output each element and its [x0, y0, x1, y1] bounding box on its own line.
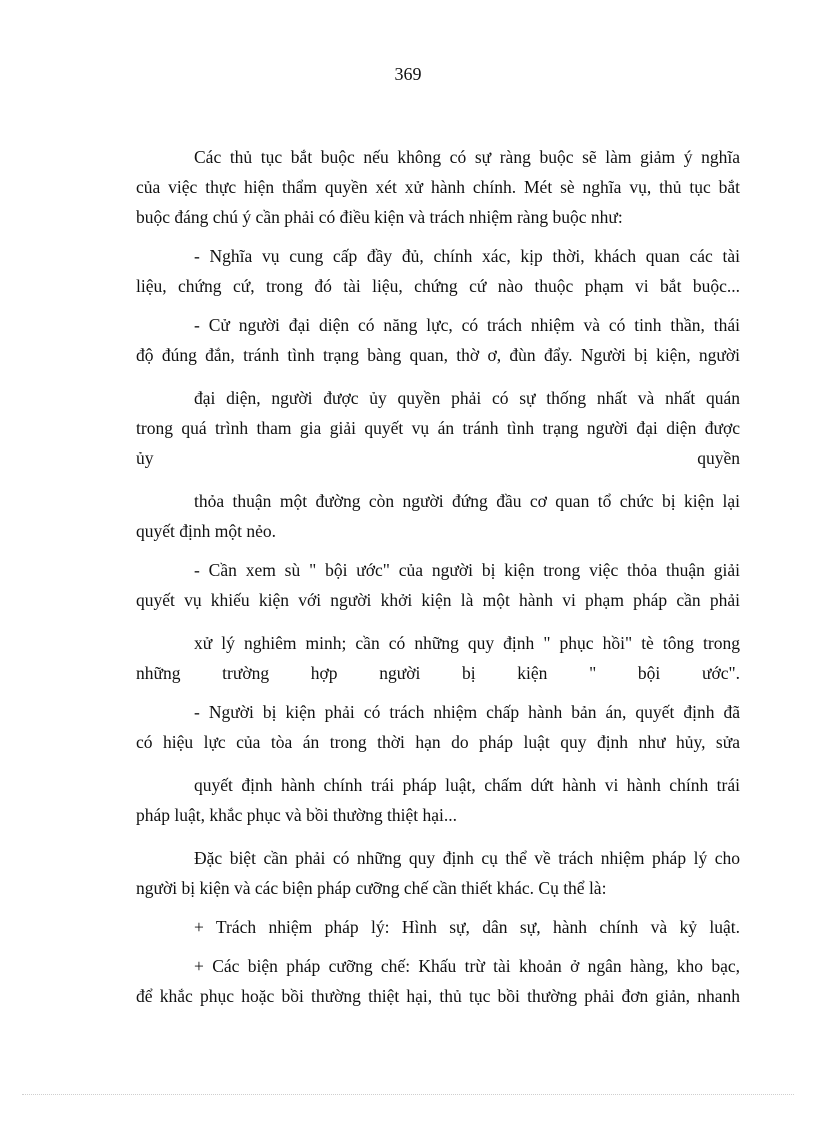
text-line: của việc thực hiện thẩm quyền xét xử hành chính. Mét sè nghĩa vụ, thủ tục bắt	[136, 177, 740, 197]
text-line: thỏa thuận một đường còn người đứng đầu cơ quan tổ chức bị kiện lại	[194, 491, 740, 511]
page-number: 369	[394, 64, 422, 84]
text-line: quyết định hành chính trái pháp luật, chấm dứt hành vi hành chính trái	[194, 775, 740, 795]
text-line: trong quá trình tham gia giải quyết vụ án tránh tình trạng người đại diện được	[136, 418, 740, 438]
text-line: có hiệu lực của tòa án trong thời hạn do pháp luật quy định như hủy, sửa	[136, 732, 740, 752]
text-line: để khắc phục hoặc bồi thường thiệt hại, thủ tục bồi thường phải đơn giản, nhanh	[136, 986, 740, 1006]
text-line: xử lý nghiêm minh; cần có những quy định " phục hồi" tè tông trong	[194, 633, 740, 653]
text-line: những trường hợp người bị kiện " bội ước".	[136, 663, 740, 683]
text-line: người bị kiện và các biện pháp cưỡng chế cần thiết khác. Cụ thể là:	[136, 878, 607, 898]
text-line: - Người bị kiện phải có trách nhiệm chấp hành bản án, quyết định đã	[194, 702, 740, 722]
text-line: đại diện, người được ủy quyền phải có sự thống nhất và nhất quán	[194, 388, 740, 408]
text-line: quyết vụ khiếu kiện với người khởi kiện là một hành vi phạm pháp cần phải	[136, 590, 740, 610]
document-body	[136, 142, 740, 1011]
text-line: buộc đáng chú ý cần phải có điều kiện và trách nhiệm ràng buộc như:	[136, 207, 623, 227]
text-line: - Cử người đại diện có năng lực, có trách nhiệm và có tinh thần, thái	[194, 315, 740, 335]
text-line: Đặc biệt cần phải có những quy định cụ thể về trách nhiệm pháp lý cho	[194, 848, 740, 868]
text-line: - Nghĩa vụ cung cấp đầy đủ, chính xác, kịp thời, khách quan các tài	[194, 246, 740, 266]
text-line: pháp luật, khắc phục và bồi thường thiệt hại...	[136, 805, 458, 825]
text-line: ủy quyền	[136, 448, 740, 468]
page-bottom-border	[22, 1094, 794, 1095]
text-line: độ đúng đắn, tránh tình trạng bàng quan, thờ ơ, đùn đẩy. Người bị kiện, người	[136, 345, 740, 365]
text-line: quyết định một nẻo.	[136, 521, 276, 541]
text-line: + Trách nhiệm pháp lý: Hình sự, dân sự, hành chính và kỷ luật.	[194, 917, 740, 937]
text-line: - Cần xem sù " bội ước" của người bị kiện trong việc thỏa thuận giải	[194, 560, 740, 580]
text-line: liệu, chứng cứ, trong đó tài liệu, chứng cứ nào thuộc phạm vi bắt buộc...	[136, 276, 740, 296]
text-line: + Các biện pháp cưỡng chế: Khấu trừ tài khoản ở ngân hàng, kho bạc,	[194, 956, 740, 976]
text-line: Các thủ tục bắt buộc nếu không có sự ràng buộc sẽ làm giảm ý nghĩa	[194, 147, 740, 167]
